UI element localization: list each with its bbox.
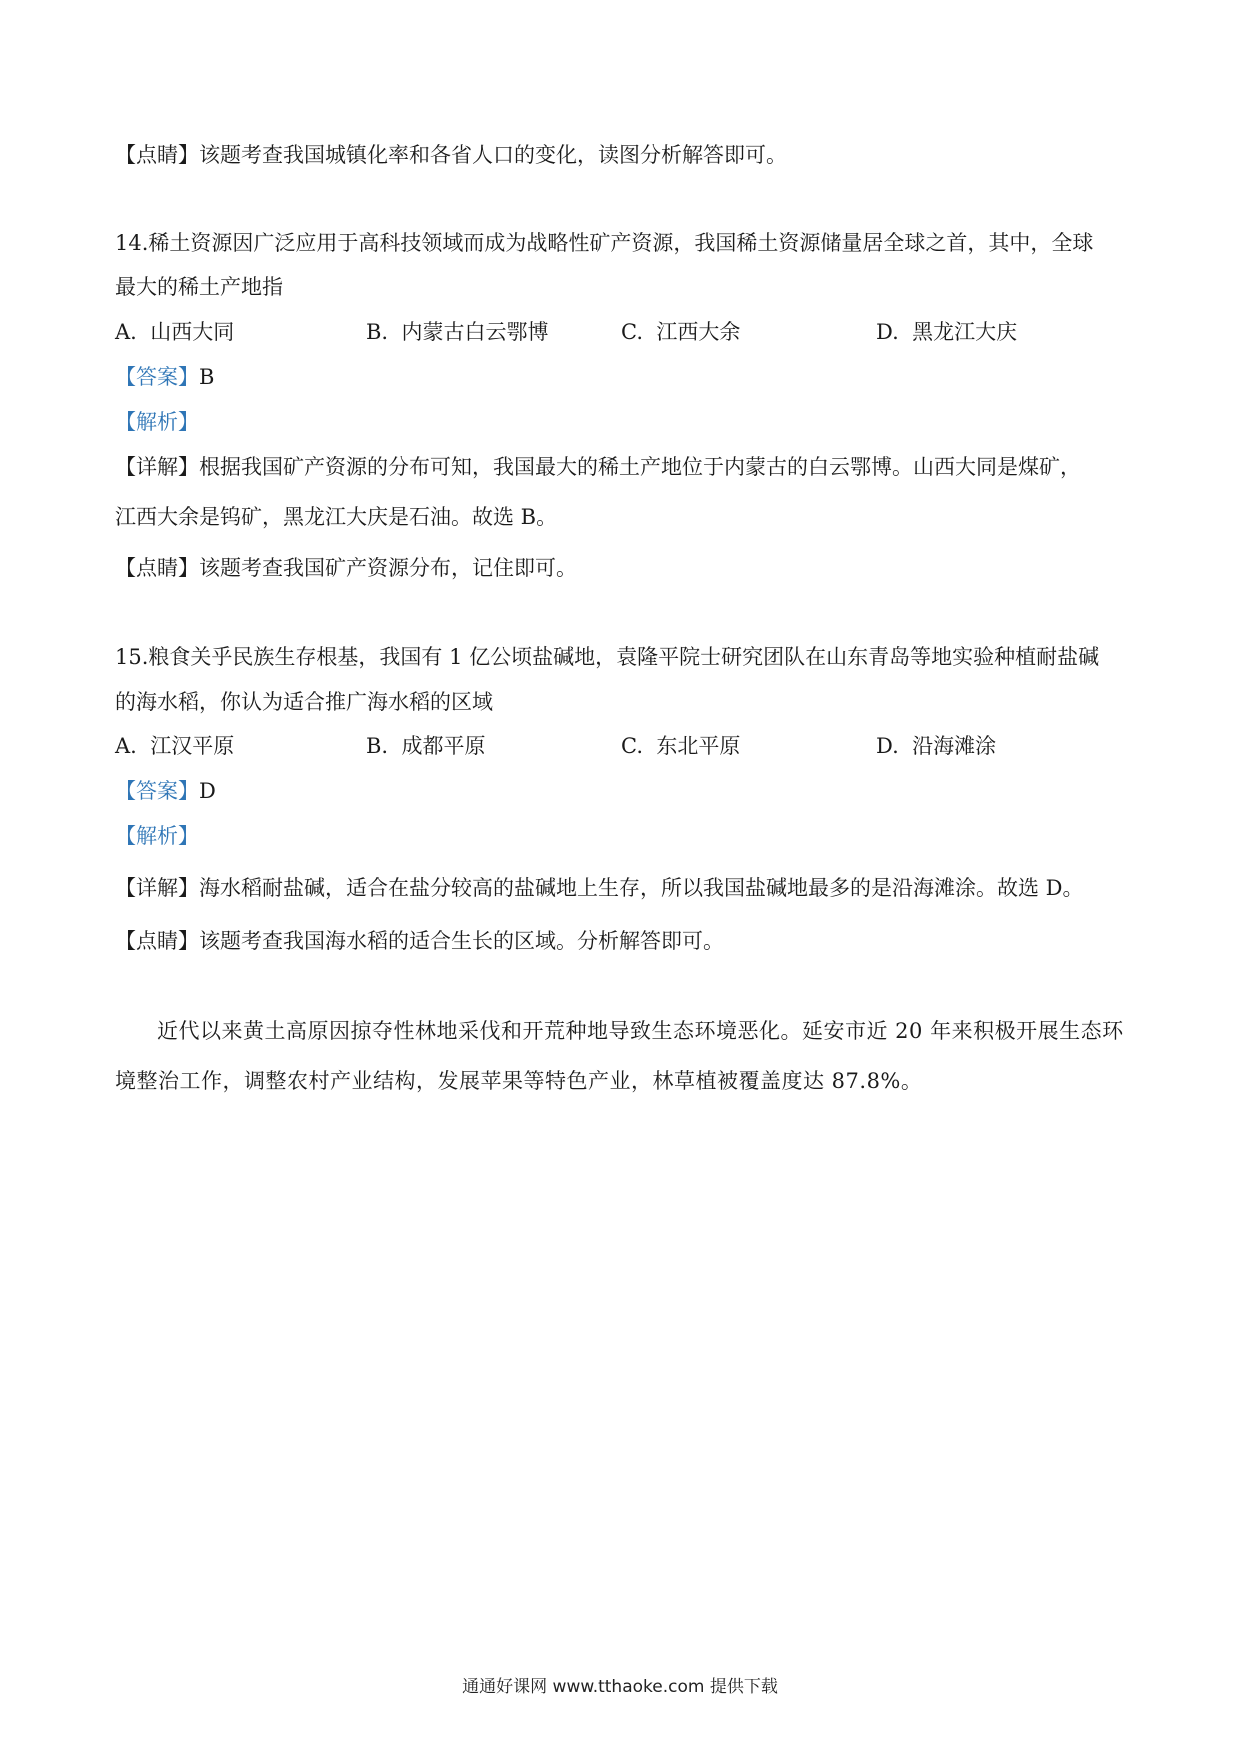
comment-tag: 【点睛】 — [115, 929, 199, 953]
q14-option-b — [366, 317, 548, 347]
q14-analysis-tag: 【解析】 — [115, 410, 199, 434]
option-text: 江汉平原 — [150, 734, 235, 758]
option-label: B. — [366, 734, 389, 758]
passage-line2: 境整治工作，调整农村产业结构，发展苹果等特色产业，林草植被覆盖度达 87.8%。 — [115, 1069, 923, 1093]
q14-detail-line1 — [115, 452, 1081, 482]
q14-option-a — [115, 317, 234, 347]
passage-line1: 近代以来黄土高原因掠夺性林地采伐和开荒种地导致生态环境恶化。延安市近 20 年来积极开展生态环 — [157, 1019, 1124, 1043]
option-text: 山西大同 — [150, 320, 235, 344]
option-text: 成都平原 — [401, 734, 486, 758]
option-text: 东北平原 — [656, 734, 741, 758]
q15-stem-line2: 的海水稻，你认为适合推广海水稻的区域 — [115, 690, 493, 714]
q14-detail-line2: 江西大余是钨矿，黑龙江大庆是石油。故选 B。 — [115, 505, 558, 529]
option-label: A. — [115, 734, 137, 758]
q15-option-d — [876, 731, 996, 761]
option-text: 黑龙江大庆 — [912, 320, 1018, 344]
option-text: 沿海滩涂 — [912, 734, 997, 758]
option-text: 内蒙古白云鄂博 — [401, 320, 549, 344]
option-label: A. — [115, 320, 137, 344]
comment-text: 该题考查我国矿产资源分布，记住即可。 — [199, 556, 577, 580]
q14-option-d — [876, 317, 1017, 347]
q15-option-a — [115, 731, 234, 761]
detail-text: 海水稻耐盐碱，适合在盐分较高的盐碱地上生存，所以我国盐碱地最多的是沿海滩涂。故选 D。 — [199, 876, 1084, 900]
detail-text: 根据我国矿产资源的分布可知，我国最大的稀土产地位于内蒙古的白云鄂博。山西大同是煤矿， — [199, 455, 1081, 479]
q14-comment — [115, 553, 577, 583]
q14-stem-line2: 最大的稀土产地指 — [115, 275, 283, 299]
option-label: C. — [621, 320, 643, 344]
page-footer: 通通好课网 www.tthaoke.com 提供下载 — [462, 1677, 778, 1697]
option-label: D. — [876, 320, 899, 344]
q14-answer — [115, 362, 214, 392]
q15-option-c — [621, 731, 740, 761]
answer-tag: 【答案】 — [115, 779, 199, 803]
comment-tag: 【点睛】 — [115, 143, 199, 167]
q15-comment — [115, 926, 724, 956]
q15-answer — [115, 776, 216, 806]
detail-tag: 【详解】 — [115, 455, 199, 479]
q14-stem-line1: 14.稀土资源因广泛应用于高科技领域而成为战略性矿产资源，我国稀土资源储量居全球之首，其中，全球 — [115, 231, 1094, 255]
answer-value: D — [199, 779, 216, 803]
q15-stem-line1: 15.粮食关乎民族生存根基，我国有 1 亿公顷盐碱地，袁隆平院士研究团队在山东青岛等地实验种植耐盐碱 — [115, 645, 1100, 669]
option-label: D. — [876, 734, 899, 758]
option-label: B. — [366, 320, 389, 344]
comment-text: 该题考查我国海水稻的适合生长的区域。分析解答即可。 — [199, 929, 724, 953]
option-text: 江西大余 — [656, 320, 741, 344]
answer-tag: 【答案】 — [115, 365, 199, 389]
q15-detail-line1 — [115, 873, 1084, 903]
q15-analysis-tag: 【解析】 — [115, 824, 199, 848]
q15-option-b — [366, 731, 485, 761]
comment-text: 该题考查我国城镇化率和各省人口的变化，读图分析解答即可。 — [199, 143, 787, 167]
prev-comment — [115, 140, 787, 170]
answer-value: B — [199, 365, 215, 389]
q14-option-c — [621, 317, 740, 347]
option-label: C. — [621, 734, 643, 758]
detail-tag: 【详解】 — [115, 876, 199, 900]
comment-tag: 【点睛】 — [115, 556, 199, 580]
